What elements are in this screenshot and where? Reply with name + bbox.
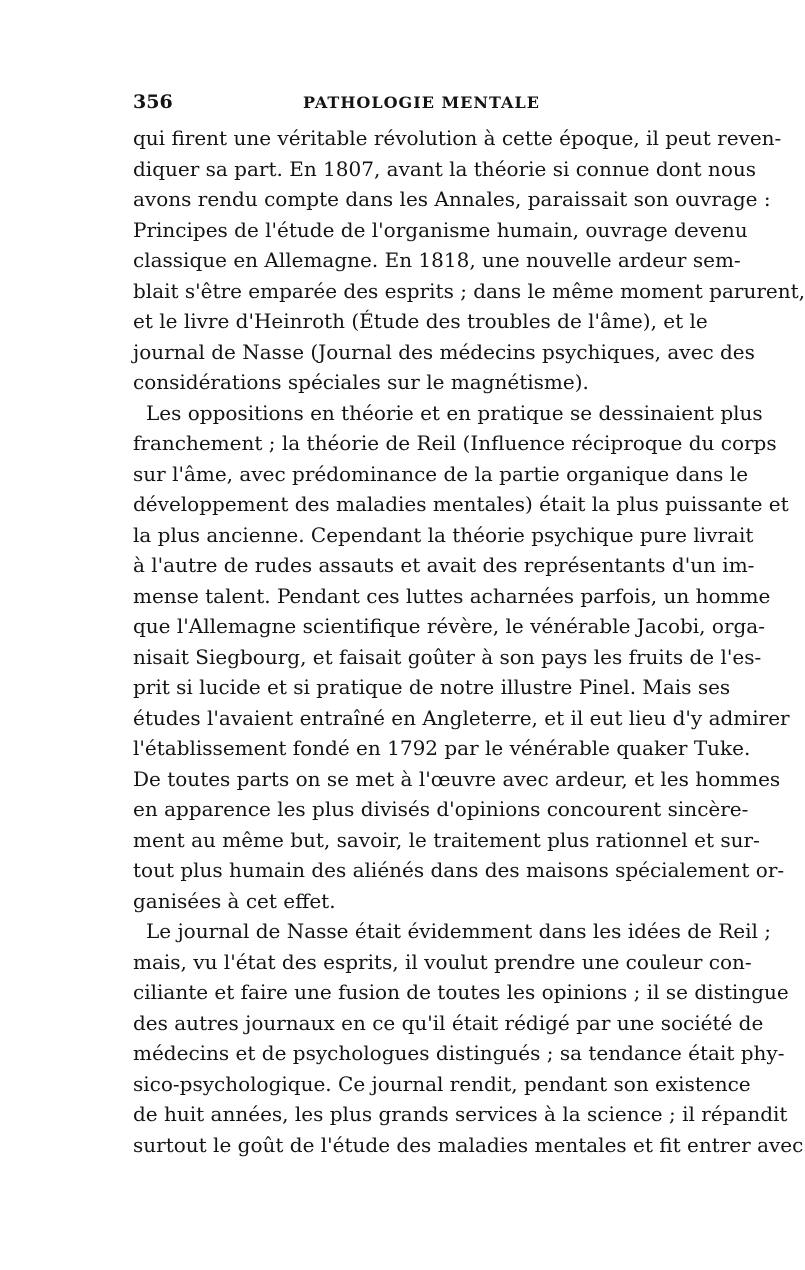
text-line: Le journal de Nasse était évidemment dans les idées de Reil ; bbox=[146, 919, 772, 943]
text-line: avons rendu compte dans les Annales, paraissait son ouvrage : bbox=[133, 187, 771, 211]
text-line: classique en Allemagne. En 1818, une nouvelle ardeur sem- bbox=[133, 248, 741, 272]
text-line: diquer sa part. En 1807, avant la théorie si connue dont nous bbox=[133, 156, 756, 181]
text-line: surtout le goût de l'étude des maladies mentales et fit entrer avec bbox=[133, 1132, 804, 1157]
text-line: prit si lucide et si pratique de notre illustre Pinel. Mais ses bbox=[133, 675, 731, 699]
text-line: des autres journaux en ce qu'il était rédigé par une société de bbox=[133, 1010, 764, 1035]
text-line: De toutes parts on se met à l'œuvre avec ardeur, et les hommes bbox=[133, 766, 781, 791]
text-line: que l'Allemagne scientifique révère, le vénérable Jacobi, orga- bbox=[133, 614, 765, 638]
page-header bbox=[133, 91, 669, 121]
text-line: blait s'être emparée des esprits ; dans le même moment parurent, bbox=[133, 278, 805, 303]
text-line: de huit années, les plus grands services à la science ; il répandit bbox=[133, 1102, 788, 1126]
page-number: 356 bbox=[133, 91, 173, 113]
text-line: Principes de l'étude de l'organisme humain, ouvrage devenu bbox=[133, 217, 748, 242]
text-line: et le livre d'Heinroth (Étude des troubles de l'âme), et le bbox=[133, 309, 708, 333]
text-line: mense talent. Pendant ces luttes acharnées parfois, un homme bbox=[133, 583, 771, 608]
text-line: tout plus humain des aliénés dans des maisons spécialement or- bbox=[133, 858, 785, 882]
text-line: ganisées à cet effet. bbox=[133, 888, 336, 913]
text-line: la plus ancienne. Cependant la théorie psychique pure livrait bbox=[133, 522, 754, 547]
running-title: PATHOLOGIE MENTALE bbox=[303, 93, 540, 112]
text-line: franchement ; la théorie de Reil (Influence réciproque du corps bbox=[133, 431, 777, 455]
text-line: développement des maladies mentales) était la plus puissante et bbox=[133, 492, 789, 516]
text-line: études l'avaient entraîné en Angleterre, et il eut lieu d'y admirer bbox=[133, 705, 790, 730]
text-line: Les oppositions en théorie et en pratique se dessinaient plus bbox=[146, 400, 763, 425]
text-line: considérations spéciales sur le magnétisme). bbox=[133, 370, 589, 394]
body-text bbox=[133, 123, 805, 1160]
text-line: en apparence les plus divisés d'opinions concourent sincère- bbox=[133, 797, 749, 821]
text-line: mais, vu l'état des esprits, il voulut prendre une couleur con- bbox=[133, 949, 752, 974]
text-line: l'établissement fondé en 1792 par le vénérable quaker Tuke. bbox=[133, 736, 751, 760]
text-line: ciliante et faire une fusion de toutes les opinions ; il se distingue bbox=[133, 980, 789, 1004]
text-line: ment au même but, savoir, le traitement plus rationnel et sur- bbox=[133, 827, 760, 852]
text-line: qui firent une véritable révolution à cette époque, il peut reven- bbox=[133, 126, 782, 150]
text-line: sur l'âme, avec prédominance de la partie organique dans le bbox=[133, 461, 749, 486]
text-line: nisait Siegbourg, et faisait goûter à son pays les fruits de l'es- bbox=[133, 644, 762, 669]
text-line: médecins et de psychologues distingués ; sa tendance était phy- bbox=[133, 1041, 785, 1065]
text-line: à l'autre de rudes assauts et avait des représentants d'un im- bbox=[133, 553, 755, 577]
text-line: journal de Nasse (Journal des médecins psychiques, avec des bbox=[133, 339, 755, 364]
text-line: sico-psychologique. Ce journal rendit, pendant son existence bbox=[133, 1071, 751, 1096]
